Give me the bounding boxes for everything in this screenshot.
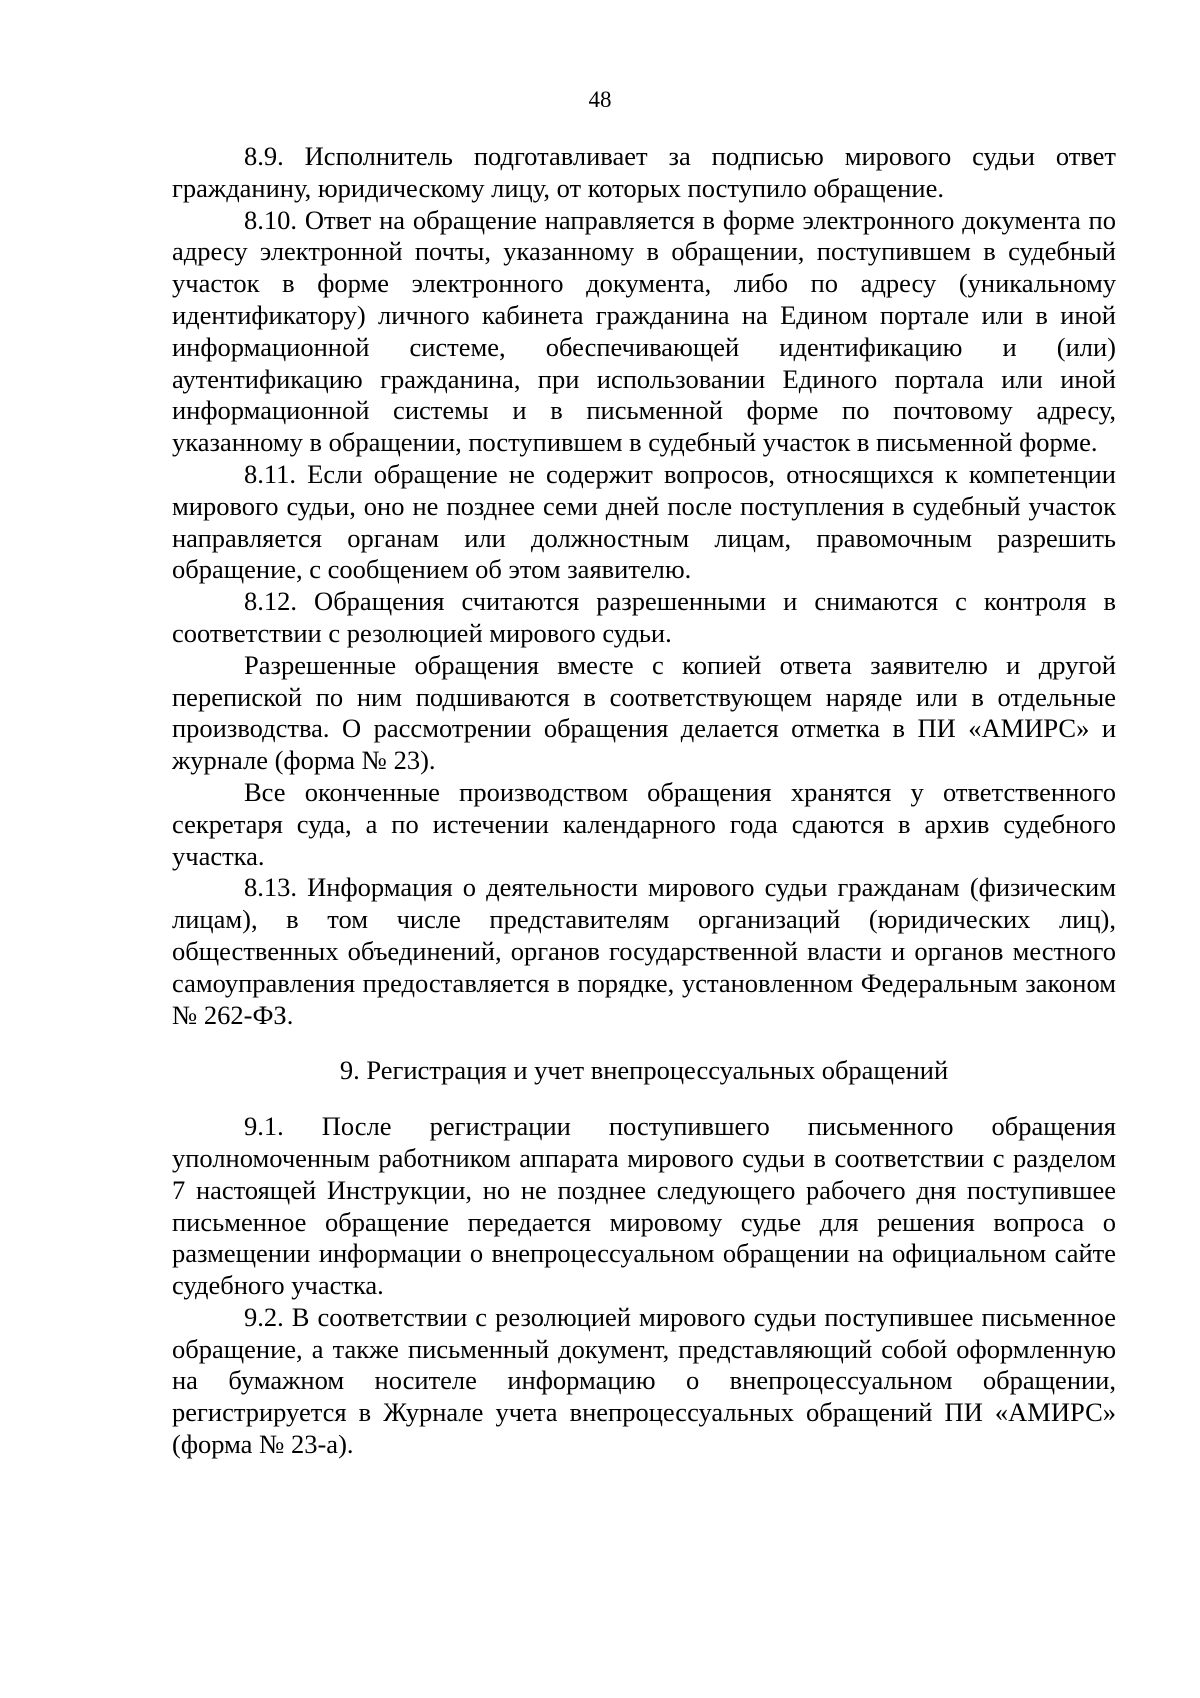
paragraph-8-10: 8.10. Ответ на обращение направляется в форме электронного документа по адресу электронной почты, указанному в обращении, поступившем в судебный участок в форме электронного документа, либо по адресу (уникальному идентификатору) личного кабинета гражданина на Едином портале или в иной информационной системе, обеспечивающей идентификацию и (или) аутентификацию гражданина, при использовании Единого портала или иной информационной системы и в письменной форме по почтовому адресу, указанному в обращении, поступившем в судебный участок в письменной форме.	[172, 204, 1116, 458]
section-heading-9: 9. Регистрация и учет внепроцессуальных обращений	[339, 1055, 949, 1086]
paragraph-8-9: 8.9. Исполнитель подготавливает за подписью мирового судьи ответ гражданину, юридическому лицу, от которых поступило обращение.	[172, 141, 1116, 203]
paragraph-completed-appeals: Все оконченные производством обращения хранятся у ответственного секретаря суда, а по истечении календарного года сдаются в архив судебного участка.	[172, 776, 1116, 871]
page-number: 48	[588, 87, 612, 112]
paragraph-8-13: 8.13. Информация о деятельности мирового судьи гражданам (физическим лицам), в том числе представителям организаций (юридических лиц), общественных объединений, органов государственной власти и органов местного самоуправления предоставляется в порядке, установленном Федеральным законом № 262-ФЗ.	[172, 872, 1116, 1030]
paragraph-9-1: 9.1. После регистрации поступившего письменного обращения уполномоченным работником аппарата мирового судьи в соответствии с разделом 7 настоящей Инструкции, но не позднее следующего рабочего дня поступившее письменное обращение передается мировому судье для решения вопроса о размещении информации о внепроцессуальном обращении на официальном сайте судебного участка.	[172, 1111, 1116, 1301]
document-body	[172, 141, 1116, 1461]
paragraph-8-12: 8.12. Обращения считаются разрешенными и снимаются с контроля в соответствии с резолюцией мирового судьи.	[172, 586, 1116, 648]
paragraph-9-2: 9.2. В соответствии с резолюцией мирового судьи поступившее письменное обращение, а также письменный документ, представляющий собой оформленную на бумажном носителе информацию о внепроцессуальном обращении, регистрируется в Журнале учета внепроцессуальных обращений ПИ «АМИРС» (форма № 23-а).	[172, 1301, 1116, 1460]
paragraph-resolved-appeals: Разрешенные обращения вместе с копией ответа заявителю и другой перепиской по ним подшиваются в соответствующем наряде или в отдельные производства. О рассмотрении обращения делается отметка в ПИ «АМИРС» и журнале (форма № 23).	[172, 649, 1116, 776]
paragraph-8-11: 8.11. Если обращение не содержит вопросов, относящихся к компетенции мирового судьи, оно не позднее семи дней после поступления в судебный участок направляется органам или должностным лицам, правомочным разрешить обращение, с сообщением об этом заявителю.	[172, 458, 1116, 585]
